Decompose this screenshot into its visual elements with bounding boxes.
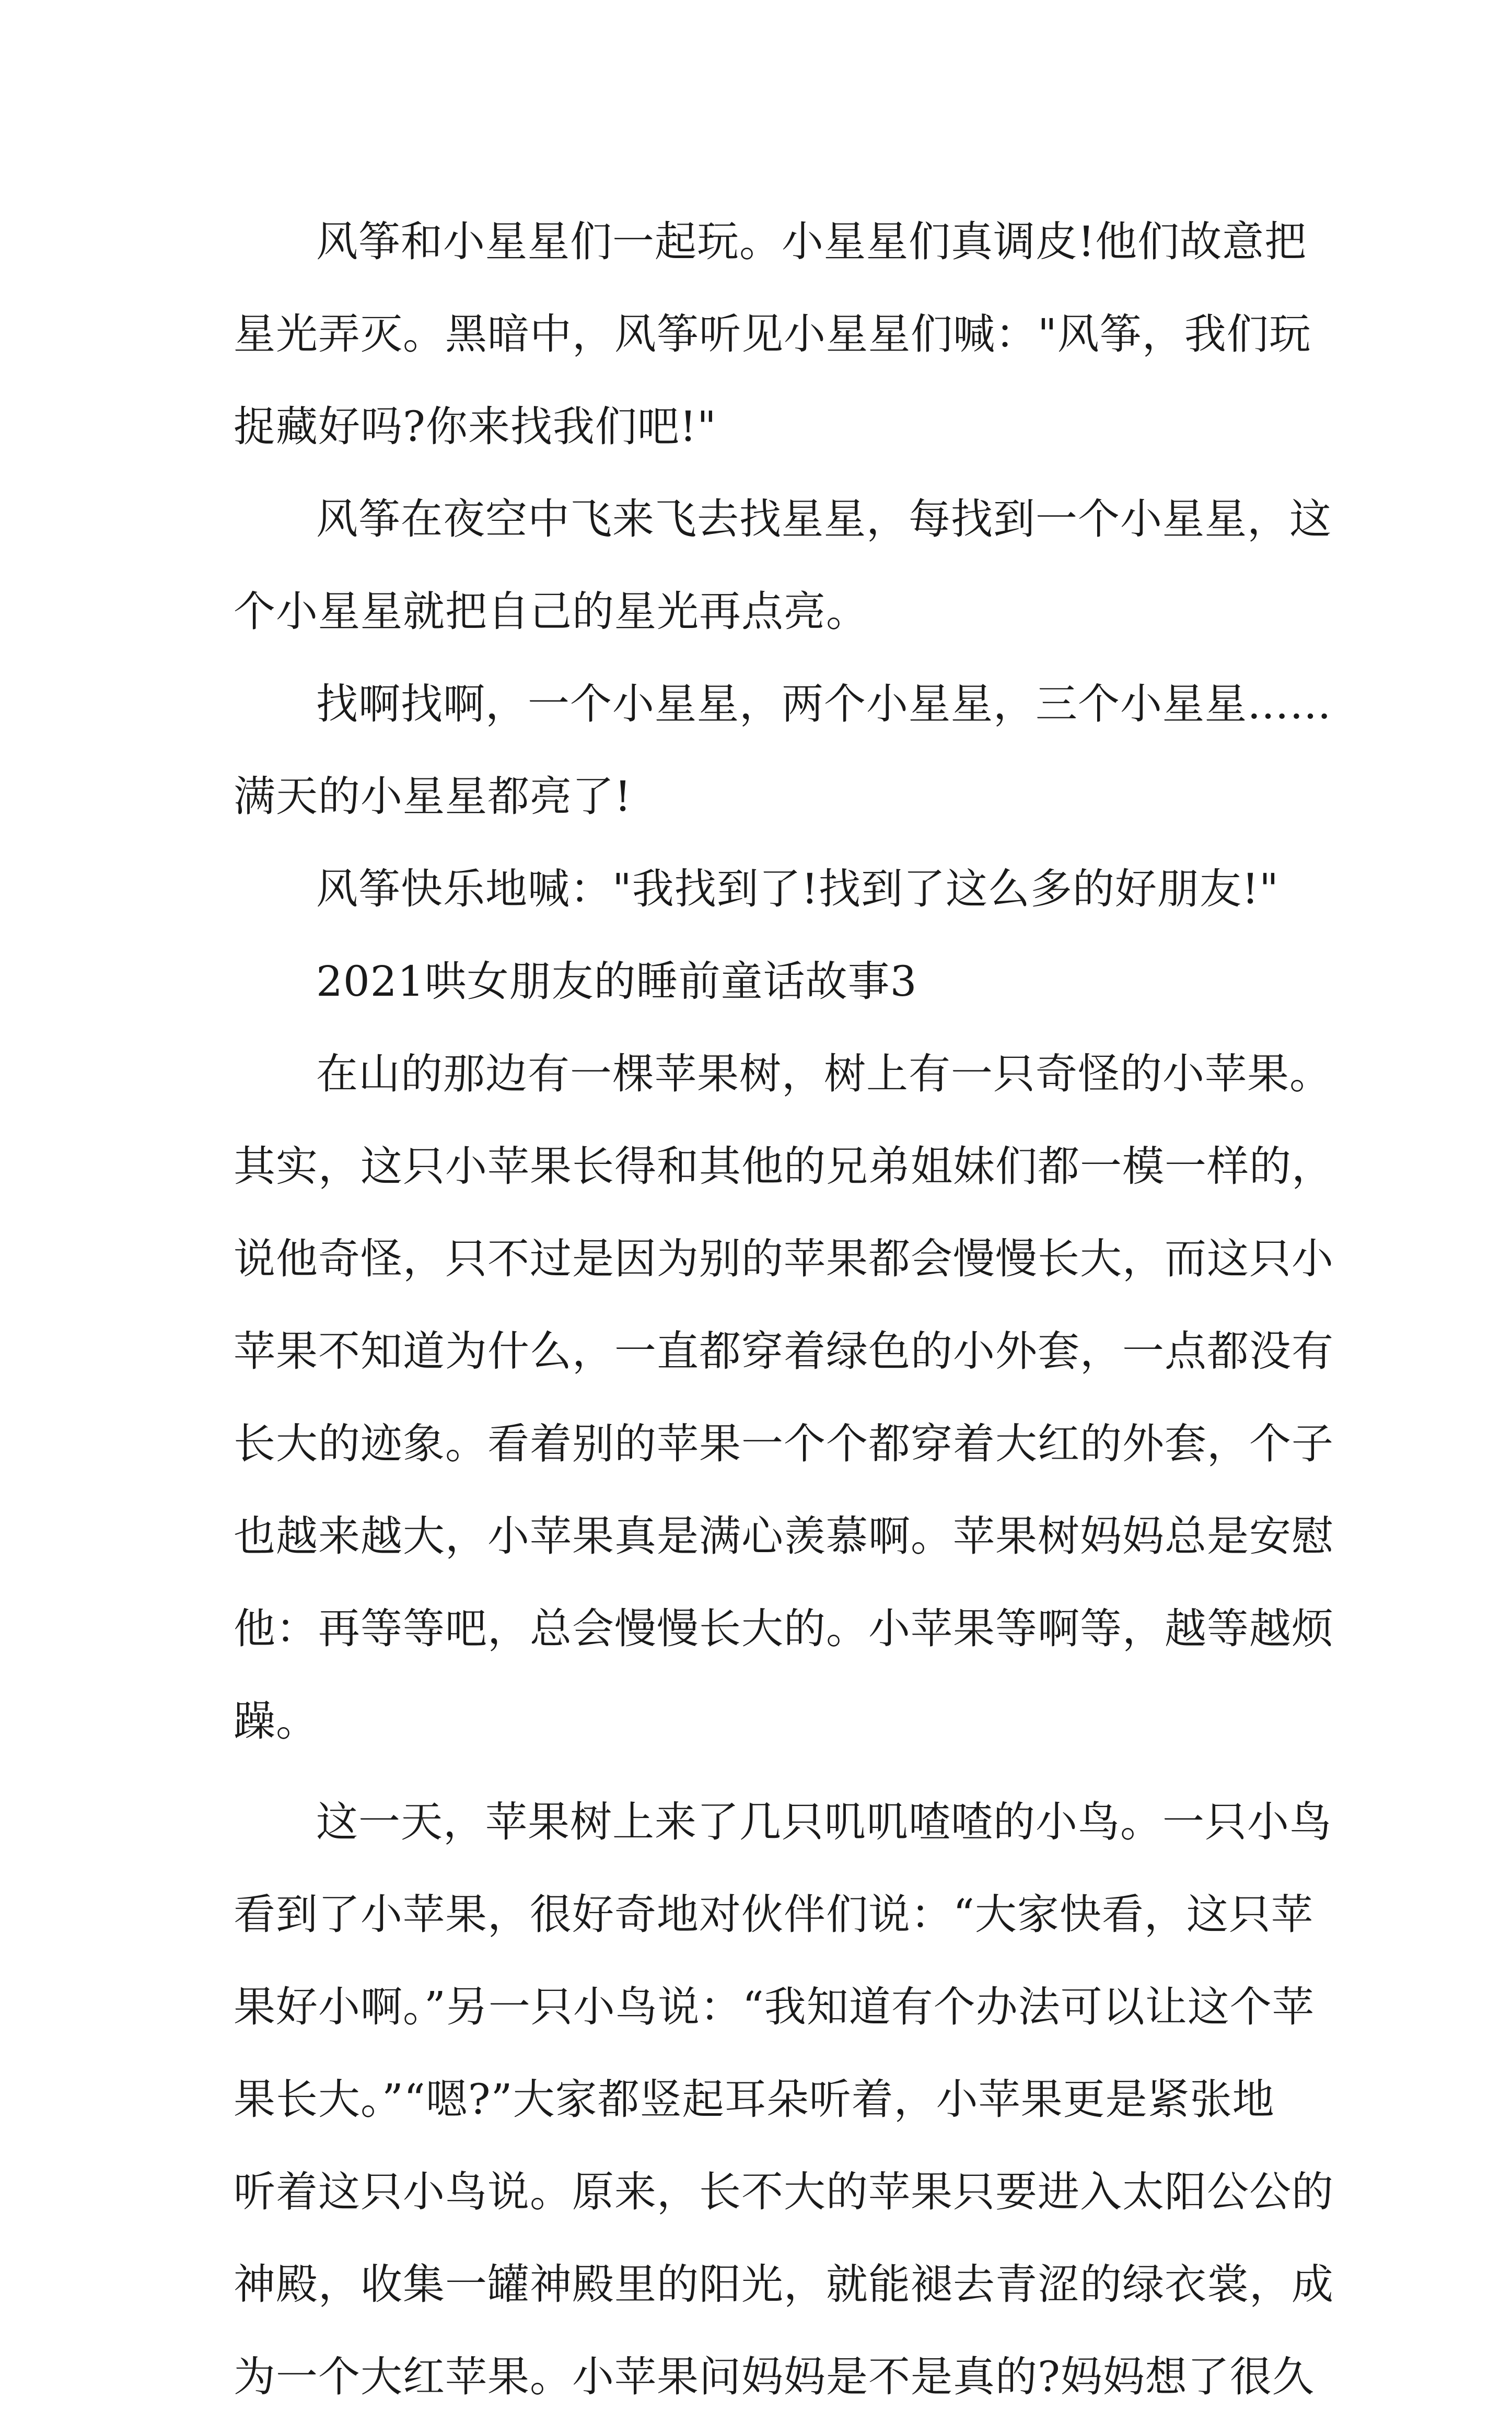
paragraph-line: 找啊找啊，一个小星星，两个小星星，三个小星星……: [316, 680, 1332, 728]
paragraph-line: 风筝和小星星们一起玩。小星星们真调皮!他们故意把: [316, 217, 1307, 266]
paragraph-line: 风筝快乐地喊："我找到了!找到了这么多的好朋友!": [316, 865, 1279, 913]
section-heading: 2021哄女朋友的睡前童话故事3: [316, 957, 917, 1006]
paragraph-line: 听着这只小鸟说。原来，长不大的苹果只要进入太阳公公的: [234, 2168, 1334, 2216]
paragraph-line: 满天的小星星都亮了!: [234, 772, 632, 821]
paragraph-line: 也越来越大，小苹果真是满心羡慕啊。苹果树妈妈总是安慰: [234, 1512, 1334, 1560]
paragraph-line: 在山的那边有一棵苹果树，树上有一只奇怪的小苹果。: [316, 1050, 1332, 1098]
paragraph-line: 为一个大红苹果。小苹果问妈妈是不是真的?妈妈想了很久: [234, 2352, 1315, 2401]
paragraph-line: 个小星星就把自己的星光再点亮。: [234, 587, 868, 636]
paragraph-line: 果好小啊。”另一只小鸟说：“我知道有个办法可以让这个苹: [234, 1983, 1315, 2031]
paragraph-line: 星光弄灭。黑暗中，风筝听见小星星们喊："风筝，我们玩: [234, 310, 1311, 358]
paragraph-line: 这一天，苹果树上来了几只叽叽喳喳的小鸟。一只小鸟: [316, 1798, 1332, 1846]
paragraph-line: 说他奇怪，只不过是因为别的苹果都会慢慢长大，而这只小: [234, 1234, 1334, 1283]
paragraph-line: 神殿，收集一罐神殿里的阳光，就能褪去青涩的绿衣裳，成: [234, 2260, 1334, 2309]
paragraph-line: 其实，这只小苹果长得和其他的兄弟姐妹们都一模一样的，: [234, 1142, 1334, 1191]
paragraph-line: 看到了小苹果，很好奇地对伙伴们说：“大家快看，这只苹: [234, 1890, 1313, 1939]
paragraph-line: 果长大。”“嗯?”大家都竖起耳朵听着，小苹果更是紧张地: [234, 2075, 1275, 2124]
document-body: [234, 195, 1334, 2423]
paragraph-line: 风筝在夜空中飞来飞去找星星，每找到一个小星星，这: [316, 495, 1332, 543]
paragraph-line: 苹果不知道为什么，一直都穿着绿色的小外套，一点都没有: [234, 1327, 1334, 1376]
paragraph-line: 他：再等等吧，总会慢慢长大的。小苹果等啊等，越等越烦: [234, 1604, 1334, 1653]
paragraph-line: 长大的迹象。看着别的苹果一个个都穿着大红的外套，个子: [234, 1419, 1334, 1468]
paragraph-line: 捉藏好吗?你来找我们吧!": [234, 402, 717, 451]
paragraph-line: 躁。: [234, 1697, 318, 1745]
